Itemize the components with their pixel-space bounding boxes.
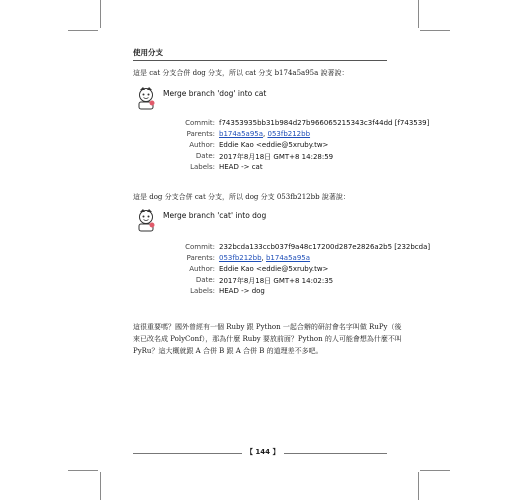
avatar-icon [135, 208, 157, 232]
parents-row [133, 130, 393, 141]
labels-row [133, 163, 393, 174]
crop-mark [418, 0, 419, 28]
crop-mark [100, 472, 101, 500]
commit-hash: 232bcda133ccb037f9a48c17200d287e2826a2b5 [232bcda] [219, 243, 431, 251]
date-row [133, 276, 393, 287]
parent-link[interactable]: 053fb212bb [267, 130, 311, 138]
page-number: 【 144 】 [242, 447, 284, 457]
commit-hash: f74353935bb31b984d27b966065215343c3f44dd [f743539] [219, 119, 430, 127]
labels-label: Labels: [190, 163, 215, 171]
crop-mark [68, 30, 98, 31]
author-row [133, 265, 393, 276]
parents-value [219, 254, 310, 262]
parent-link[interactable]: 053fb212bb [219, 254, 262, 262]
labels-row [133, 287, 393, 298]
commit-label: Commit: [185, 243, 215, 251]
parent-link[interactable]: b174a5a95a [265, 254, 311, 262]
author-label: Author: [189, 265, 215, 273]
closing-line: PyRu？這大概就跟 A 合併 B 跟 A 合併 B 的道理差不多吧。 [133, 347, 323, 355]
labels-label: Labels: [190, 287, 215, 295]
closing-line: 來已改名成 PolyConf），那為什麼 Ruby 要放前面？Python 的人可能會想為什麼不叫 [133, 335, 402, 343]
branch-labels: HEAD -> dog [219, 287, 265, 295]
parents-value [219, 130, 310, 138]
commit-message: Merge branch 'dog' into cat [163, 89, 267, 98]
crop-mark [418, 472, 419, 500]
parent-separator: , [261, 254, 266, 262]
running-header: 使用分支 [133, 47, 387, 61]
author-value: Eddie Kao <eddie@5xruby.tw> [219, 265, 329, 273]
commit-label: Commit: [185, 119, 215, 127]
parent-separator: , [263, 130, 268, 138]
author-value: Eddie Kao <eddie@5xruby.tw> [219, 141, 329, 149]
date-label: Date: [195, 152, 215, 160]
intro-paragraph-cat: 這是 cat 分支合併 dog 分支，所以 cat 分支 b174a5a95a 說著說： [133, 69, 349, 77]
intro-paragraph-dog: 這是 dog 分支合併 cat 分支，所以 dog 分支 053fb212bb 說著說： [133, 193, 350, 201]
commit-message: Merge branch 'cat' into dog [163, 211, 267, 220]
branch-labels: HEAD -> cat [219, 163, 263, 171]
parents-label: Parents: [186, 130, 215, 138]
crop-mark [68, 470, 98, 471]
closing-line: 這很重要嗎？國外曾經有一個 Ruby 跟 Python 一起合辦的研討會名字叫做 RuPy（後 [133, 323, 402, 331]
author-row [133, 141, 393, 152]
date-row [133, 152, 393, 163]
parents-label: Parents: [186, 254, 215, 262]
avatar-icon [135, 86, 157, 110]
date-value: 2017年8月18日 GMT+8 14:02:35 [219, 277, 334, 285]
date-value: 2017年8月18日 GMT+8 14:28:59 [219, 153, 334, 161]
parent-link[interactable]: b174a5a95a [219, 130, 264, 138]
crop-mark [100, 0, 101, 28]
crop-mark [420, 470, 450, 471]
date-label: Date: [195, 276, 215, 284]
author-label: Author: [189, 141, 215, 149]
commit-hash-row [133, 243, 431, 254]
crop-mark [420, 30, 450, 31]
parents-row [133, 254, 393, 265]
commit-hash-row [133, 119, 430, 130]
